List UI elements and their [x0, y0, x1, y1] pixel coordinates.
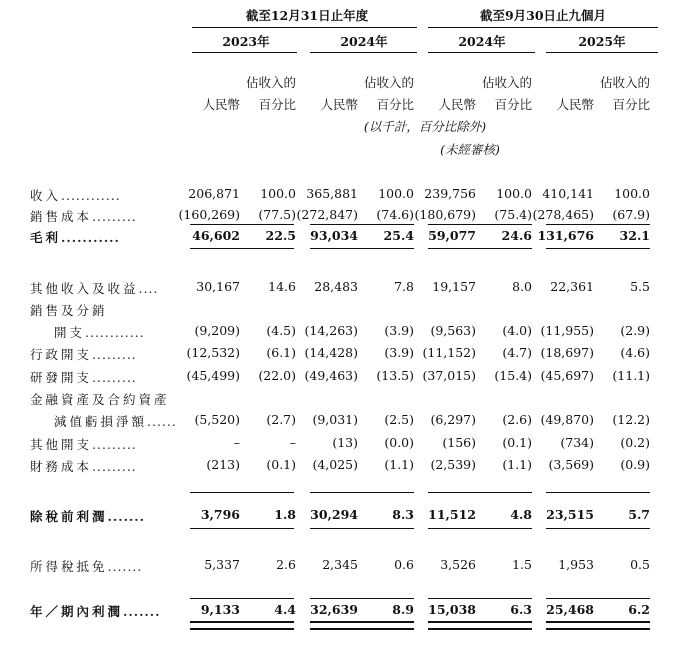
header-rule [428, 52, 535, 53]
pct-value-cell: (0.1) [502, 435, 532, 450]
rmb-value-cell: (9,563) [430, 323, 476, 338]
rmb-value-cell: 30,167 [196, 279, 240, 294]
rmb-value-cell: 2,345 [322, 557, 358, 572]
pct-value-cell: 32.1 [619, 228, 650, 243]
pct-value-cell: 1.8 [274, 507, 296, 522]
table-row [0, 507, 700, 525]
pct-value-cell: 6.3 [510, 602, 532, 617]
rmb-value-cell: 239,756 [424, 186, 476, 201]
pct-value-cell: 0.6 [394, 557, 414, 572]
header-pct-line2: 百分比 [612, 97, 650, 112]
rule-line [248, 492, 294, 493]
pct-value-cell: 1.5 [512, 557, 532, 572]
pct-value-cell: 8.9 [392, 602, 414, 617]
rmb-value-cell: 206,871 [188, 186, 240, 201]
rule-line [248, 628, 294, 630]
header-rmb: 人民幣 [320, 97, 358, 112]
row-label: 其他收入及收益.... [30, 281, 159, 296]
rmb-value-cell: (13) [332, 435, 358, 450]
header-year: 2024年 [340, 34, 388, 49]
row-label: 除稅前利潤....... [30, 509, 145, 524]
rmb-value-cell: (9,209) [194, 323, 240, 338]
rmb-value-cell: (213) [206, 457, 240, 472]
rmb-value-cell: 93,034 [310, 228, 358, 243]
pct-value-cell: (6.1) [266, 345, 296, 360]
pct-value-cell: (2.5) [384, 412, 414, 427]
header-pct-line2: 百分比 [494, 97, 532, 112]
rmb-value-cell: (49,870) [540, 412, 594, 427]
pct-value-cell: (13.5) [376, 368, 414, 383]
row-label: 開支............ [54, 325, 145, 340]
pct-value-cell: (4.7) [502, 345, 532, 360]
rmb-value-cell: (3,569) [548, 457, 594, 472]
pct-value-cell: (4.0) [502, 323, 532, 338]
pct-value-cell: (0.9) [620, 457, 650, 472]
rmb-value-cell: (12,532) [186, 345, 240, 360]
rmb-value-cell: 28,483 [314, 279, 358, 294]
rmb-value-cell: (160,269) [178, 207, 240, 222]
row-label: 年／期內利潤....... [30, 604, 161, 619]
pct-value-cell: 100.0 [496, 186, 532, 201]
rmb-value-cell: 15,038 [428, 602, 476, 617]
rule-line [366, 492, 412, 493]
pct-value-cell: 6.2 [628, 602, 650, 617]
rule-line [602, 248, 648, 249]
pct-value-cell: (4.6) [620, 345, 650, 360]
row-label: 毛利........... [30, 230, 120, 245]
table-row [0, 602, 700, 620]
rmb-value-cell: (156) [442, 435, 476, 450]
rule-line [602, 621, 648, 623]
pct-value-cell: (67.9) [612, 207, 650, 222]
rmb-value-cell: (4,025) [312, 457, 358, 472]
rmb-value-cell: (18,697) [540, 345, 594, 360]
row-label: 研發開支......... [30, 370, 137, 385]
pct-value-cell: 22.5 [265, 228, 296, 243]
pct-value-cell: (2.6) [502, 412, 532, 427]
rmb-value-cell: (45,697) [540, 368, 594, 383]
pct-value-cell: 24.6 [501, 228, 532, 243]
rmb-value-cell: (272,847) [296, 207, 358, 222]
row-label: 銷售及分銷 [30, 303, 108, 318]
row-label: 收入............ [30, 188, 121, 203]
rule-line [602, 528, 648, 529]
rmb-value-cell: 23,515 [546, 507, 594, 522]
pct-value-cell: (15.4) [494, 368, 532, 383]
header-nine-month-group: 截至9月30日止九個月 [479, 8, 607, 23]
pct-value-cell: (3.9) [384, 323, 414, 338]
table-row [0, 301, 700, 319]
header-fy-group: 截至12月31日止年度 [245, 8, 369, 23]
rmb-value-cell: (49,463) [304, 368, 358, 383]
pct-value-cell: 7.8 [394, 279, 414, 294]
rule-line [248, 598, 294, 599]
rule-line [366, 621, 412, 623]
rmb-value-cell: 3,796 [200, 507, 240, 522]
pct-value-cell: 5.5 [630, 279, 650, 294]
pct-value-cell: 100.0 [614, 186, 650, 201]
rule-line [484, 621, 530, 623]
rmb-value-cell: 11,512 [428, 507, 476, 522]
rule-line [484, 248, 530, 249]
rule-line [484, 224, 530, 225]
pct-value-cell: (0.0) [384, 435, 414, 450]
rmb-value-cell: (9,031) [312, 412, 358, 427]
header-rule [546, 52, 658, 53]
header-pct-line1: 佔收入的 [245, 75, 296, 90]
rmb-value-cell: 9,133 [200, 602, 240, 617]
row-label: 其他開支......... [30, 437, 137, 452]
rmb-value-cell: (180,679) [414, 207, 476, 222]
rule-line [366, 248, 412, 249]
row-label: 財務成本......... [30, 459, 137, 474]
pct-value-cell: (2.7) [266, 412, 296, 427]
rule-line [248, 224, 294, 225]
rmb-value-cell: 1,953 [558, 557, 594, 572]
pct-value-cell: (11.1) [612, 368, 650, 383]
pct-value-cell: (2.9) [620, 323, 650, 338]
rmb-value-cell: (14,263) [304, 323, 358, 338]
header-rule [428, 27, 658, 28]
header-rule [192, 52, 297, 53]
header-year: 2023年 [222, 34, 270, 49]
rmb-value-cell: 5,337 [204, 557, 240, 572]
pct-value-cell: (1.1) [384, 457, 414, 472]
row-label: 行政開支......... [30, 347, 137, 362]
pct-value-cell: 14.6 [268, 279, 296, 294]
header-pct-line1: 佔收入的 [599, 75, 650, 90]
pct-value-cell: (74.6) [376, 207, 414, 222]
row-label: 銷售成本......... [30, 209, 137, 224]
header-rule [192, 27, 417, 28]
rmb-value-cell: 410,141 [542, 186, 594, 201]
rule-line [602, 598, 648, 599]
rule-line [602, 224, 648, 225]
pct-value-cell: 2.6 [276, 557, 296, 572]
rmb-value-cell: (11,152) [422, 345, 476, 360]
table-row [0, 345, 700, 363]
rmb-value-cell: (11,955) [540, 323, 594, 338]
rmb-value-cell: 3,526 [440, 557, 476, 572]
table-row [0, 186, 700, 204]
pct-value-cell: (22.0) [258, 368, 296, 383]
pct-value-cell: – [289, 435, 296, 450]
pct-value-cell: (0.1) [266, 457, 296, 472]
pct-value-cell: 4.8 [510, 507, 532, 522]
header-year: 2024年 [458, 34, 506, 49]
table-row [0, 207, 700, 225]
pct-value-cell: 8.0 [512, 279, 532, 294]
table-row [0, 435, 700, 453]
rule-line [248, 248, 294, 249]
pct-value-cell: (0.2) [620, 435, 650, 450]
pct-value-cell: 100.0 [378, 186, 414, 201]
header-rmb: 人民幣 [556, 97, 594, 112]
rule-line [366, 598, 412, 599]
rmb-value-cell: 22,361 [550, 279, 594, 294]
unaudited-note: (未經審核) [440, 142, 500, 157]
rmb-value-cell: – [233, 435, 240, 450]
pct-value-cell: (3.9) [384, 345, 414, 360]
rmb-value-cell: (278,465) [532, 207, 594, 222]
pct-value-cell: 5.7 [628, 507, 650, 522]
header-pct-line1: 佔收入的 [363, 75, 414, 90]
rmb-value-cell: (734) [560, 435, 594, 450]
pct-value-cell: (75.4) [494, 207, 532, 222]
pct-value-cell: 8.3 [392, 507, 414, 522]
pct-value-cell: 4.4 [274, 602, 296, 617]
pct-value-cell: (1.1) [502, 457, 532, 472]
rmb-value-cell: (2,539) [430, 457, 476, 472]
rmb-value-cell: 46,602 [192, 228, 240, 243]
rule-line [366, 628, 412, 630]
rule-line [484, 528, 530, 529]
table-row [0, 412, 700, 430]
rule-line [366, 528, 412, 529]
header-rule [310, 52, 417, 53]
table-row [0, 279, 700, 297]
rule-line [484, 492, 530, 493]
rule-line [248, 621, 294, 623]
header-pct-line2: 百分比 [376, 97, 414, 112]
rmb-value-cell: (5,520) [194, 412, 240, 427]
row-label: 金融資產及合約資產 [30, 392, 170, 407]
table-row [0, 323, 700, 341]
pct-value-cell: 100.0 [260, 186, 296, 201]
unit-note: (以千計，百分比除外) [363, 119, 487, 134]
rule-line [484, 628, 530, 630]
pct-value-cell: 25.4 [383, 228, 414, 243]
rmb-value-cell: 131,676 [537, 228, 594, 243]
header-year: 2025年 [578, 34, 626, 49]
rmb-value-cell: (6,297) [430, 412, 476, 427]
table-row [0, 390, 700, 408]
row-label: 所得稅抵免....... [30, 559, 143, 574]
header-rmb: 人民幣 [438, 97, 476, 112]
header-pct-line2: 百分比 [258, 97, 296, 112]
table-row [0, 368, 700, 386]
pct-value-cell: (77.5) [258, 207, 296, 222]
header-pct-line1: 佔收入的 [481, 75, 532, 90]
row-label: 減值虧損淨額...... [54, 414, 177, 429]
rule-line [484, 598, 530, 599]
rmb-value-cell: 25,468 [546, 602, 594, 617]
table-row [0, 228, 700, 246]
rmb-value-cell: 365,881 [306, 186, 358, 201]
rmb-value-cell: 19,157 [432, 279, 476, 294]
rmb-value-cell: (37,015) [422, 368, 476, 383]
rule-line [366, 224, 412, 225]
rmb-value-cell: 59,077 [428, 228, 476, 243]
table-row [0, 457, 700, 475]
rmb-value-cell: (45,499) [186, 368, 240, 383]
pct-value-cell: (4.5) [266, 323, 296, 338]
rmb-value-cell: (14,428) [304, 345, 358, 360]
table-row [0, 557, 700, 575]
rule-line [602, 492, 648, 493]
rmb-value-cell: 32,639 [310, 602, 358, 617]
rmb-value-cell: 30,294 [310, 507, 358, 522]
header-rmb: 人民幣 [202, 97, 240, 112]
rule-line [602, 628, 648, 630]
pct-value-cell: 0.5 [630, 557, 650, 572]
pct-value-cell: (12.2) [612, 412, 650, 427]
rule-line [248, 528, 294, 529]
